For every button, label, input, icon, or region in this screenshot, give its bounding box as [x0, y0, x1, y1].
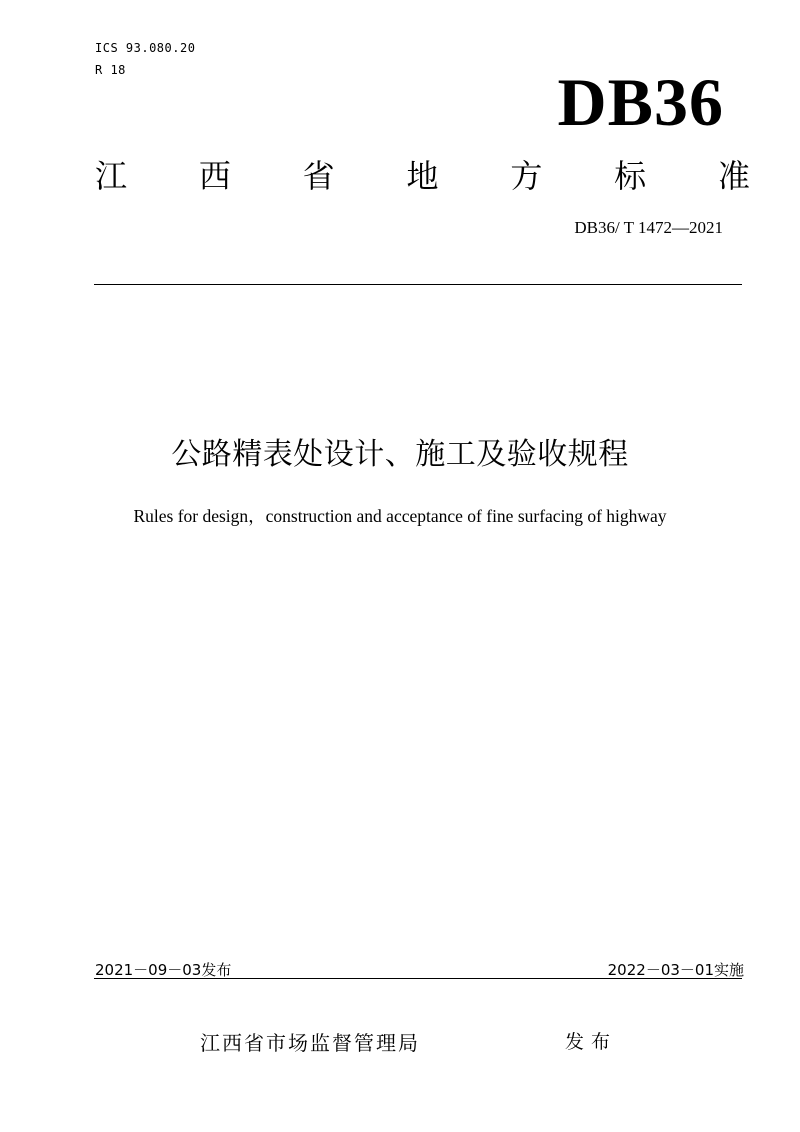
standard-type-char: 方	[510, 157, 543, 195]
standard-type-char: 地	[406, 157, 439, 195]
document-title-chinese: 公路精表处设计、施工及验收规程	[171, 437, 629, 472]
standard-type-char: 标	[614, 157, 647, 195]
document-title-english: Rules for design，construction and acceptance of fine surfacing of highway	[133, 506, 667, 526]
publish-date: 2021－09－03发布	[95, 961, 232, 979]
standard-type-char: 江	[95, 157, 128, 195]
standard-type	[95, 155, 750, 197]
standard-mark: DB36	[557, 64, 724, 140]
standard-type-char: 省	[302, 157, 335, 195]
issuing-authority: 江西省市场监督管理局	[200, 1031, 420, 1055]
implement-date: 2022－03－01实施	[607, 961, 744, 979]
header-divider	[94, 284, 742, 285]
ics-code: ICS 93.080.20	[95, 41, 196, 55]
standard-type-char: 西	[198, 157, 231, 195]
standard-number: DB36/ T 1472—2021	[574, 218, 723, 237]
footer-divider	[94, 978, 742, 979]
classification-code: R 18	[95, 63, 126, 77]
standard-type-char: 准	[717, 157, 750, 195]
issue-label: 发布	[565, 1031, 618, 1053]
